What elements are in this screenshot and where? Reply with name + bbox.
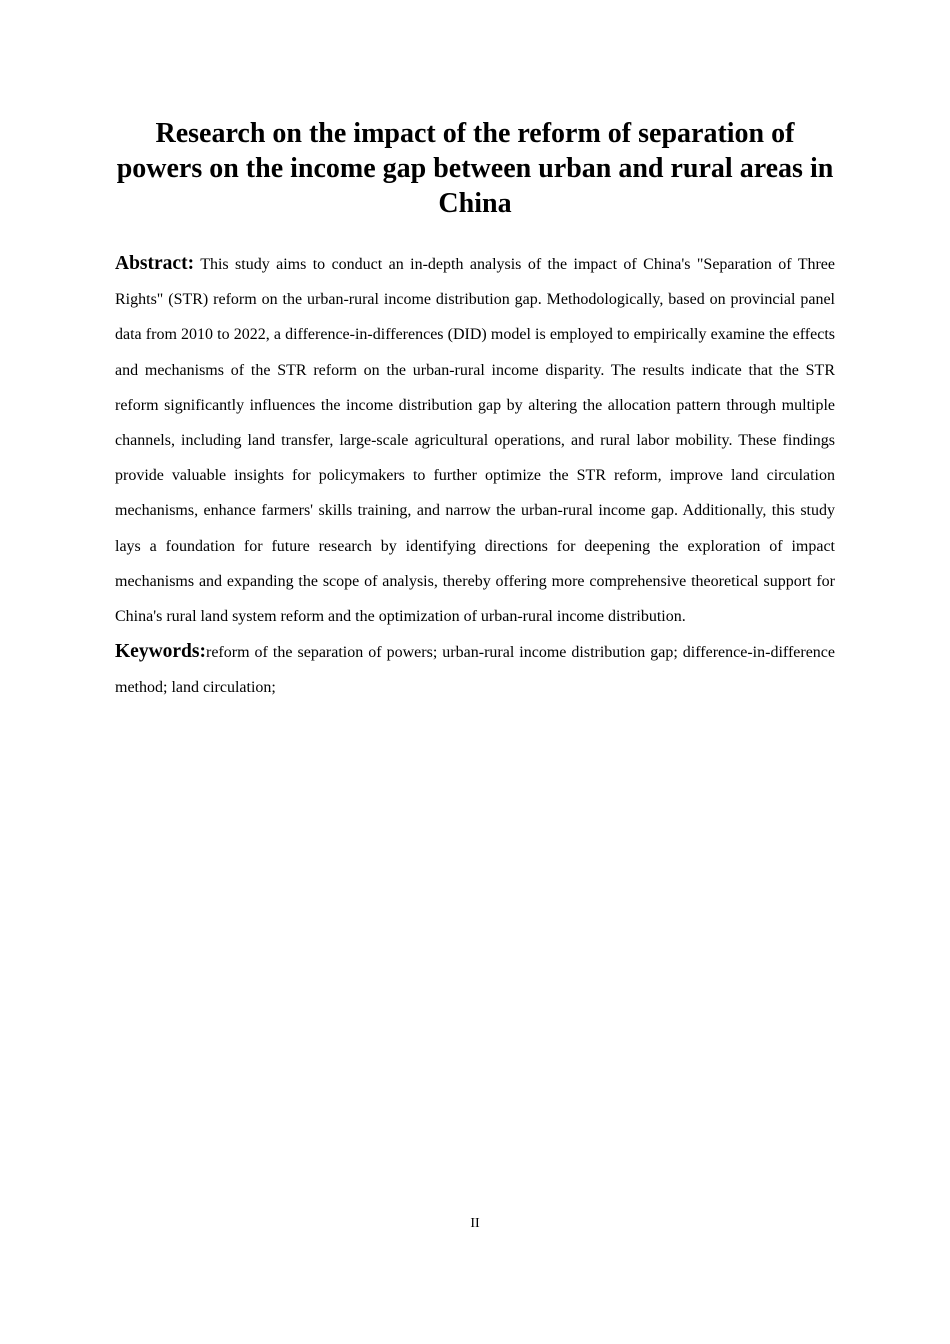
page-number: II bbox=[470, 1216, 480, 1231]
abstract-label: Abstract: bbox=[115, 253, 195, 274]
abstract-text: This study aims to conduct an in-depth analysis of the impact of China's "Separation of Three Rights" (STR) reform on the urban-rural income distribution gap. Methodologically, based on provincial panel data from 2010 to 2022, a difference-in-differences (DID) model is employed to empirically examine the effects and mechanisms of the STR reform on the urban-rural income disparity. The results indicate that the STR reform significantly influences the income distribution gap by altering the allocation pattern through multiple channels, including land transfer, large-scale agricultural operations, and rural labor mobility. These findings provide valuable insights for policymakers to further optimize the STR reform, improve land circulation mechanisms, enhance farmers' skills training, and narrow the urban-rural income gap. Additionally, this study lays a foundation for future research by identifying directions for deepening the exploration of impact mechanisms and expanding the scope of analysis, thereby offering more comprehensive theoretical support for China's rural land system reform and the optimization of urban-rural income distribution. bbox=[115, 256, 836, 626]
keywords-label: Keywords: bbox=[115, 641, 206, 663]
abstract-paragraph bbox=[115, 246, 835, 634]
keywords-paragraph bbox=[115, 634, 835, 705]
keywords-text: reform of the separation of powers; urban-rural income distribution gap; difference-in-difference method; land circulation; bbox=[115, 644, 835, 697]
abstract-section bbox=[115, 246, 835, 706]
page-title: Research on the impact of the reform of separation of powers on the income gap between urban and rural areas in China bbox=[116, 118, 834, 219]
